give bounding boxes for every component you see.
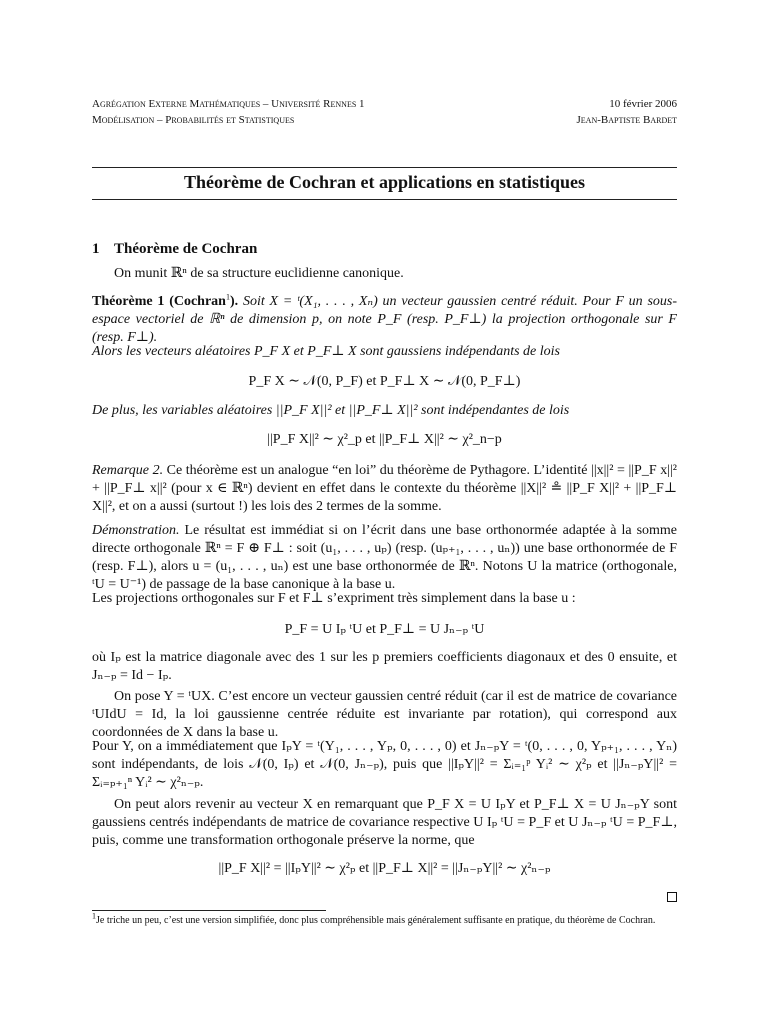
theorem-text-3: De plus, les variables aléatoires ||P_F X||² et ||P_F⊥ X||² sont indépendantes de lois [92, 403, 570, 418]
theorem-label-end: ). [229, 294, 239, 309]
remark-paragraph [92, 462, 677, 516]
header-date: 10 février 2006 [609, 98, 677, 110]
equation-1: P_F X ∼ 𝒩(0, P_F) et P_F⊥ X ∼ 𝒩(0, P_F⊥) [248, 374, 521, 389]
header-course: Modélisation – Probabilités et Statistiques [92, 114, 295, 126]
qed-box-icon [667, 892, 677, 902]
section-number: 1 [92, 241, 100, 257]
theorem-label: Théorème 1 (Cochran [92, 294, 226, 309]
proof-paragraph-4: On pose Y = ᵗUX. C’est encore un vecteur gaussien centré réduit (car il est de matrice de covariance ᵗUIdU = Id, la loi gaussienne centrée réduite est invariante par rotation), qui correspond aux coordonnées de X dans la base u. [92, 689, 677, 740]
proof-paragraph-5: Pour Y, on a immédiatement que IₚY = ᵗ(Y₁, . . . , Yₚ, 0, . . . , 0) et Jₙ₋ₚY = ᵗ(0, . . . , 0, Yₚ₊₁, . . . , Yₙ) sont indépendants, de lois 𝒩(0, Iₚ) et 𝒩(0, Jₙ₋ₚ), puis que ||IₚY||² = Σᵢ₌₁ᵖ Yᵢ² ∼ χ²ₚ et ||Jₙ₋ₚY||² = Σᵢ₌ₚ₊₁ⁿ Yᵢ² ∼ χ²ₙ₋ₚ. [92, 739, 677, 790]
title-top-rule [92, 167, 677, 168]
proof-label: Démonstration. [92, 523, 180, 538]
proof-paragraph-1 [92, 522, 677, 594]
title-bottom-rule [92, 199, 677, 200]
remark-text: Ce théorème est un analogue “en loi” du théorème de Pythagore. L’identité ||x||² = ||P_F x||² + ||P_F⊥ x||² (pour x ∈ ℝⁿ) devient en effet dans le contexte du théorème ||X||² ≗ ||P_F X||² + ||P_F⊥ X||², et on a aussi (surtout !) les lois des 2 termes de la somme. [92, 463, 677, 514]
proof-text-1: Le résultat est immédiat si on l’écrit dans une base orthonormée adaptée à la somme directe orthogonale ℝⁿ = F ⊕ F⊥ : soit (u₁, . . . , uₚ) (resp. (uₚ₊₁, . . . , uₙ)) une base orthonormée de F (resp. F⊥), alors u = (u₁, . . . , uₙ) est une base orthonormée de ℝⁿ. Notons U la matrice (orthogonale, ᵗU = U⁻¹) de passage de la base canonique à la base u. [92, 523, 678, 592]
footnote [92, 911, 677, 928]
proof-paragraph-6: On peut alors revenir au vecteur X en remarquant que P_F X = U IₚY et P_F⊥ X = U Jₙ₋ₚY sont gaussiens centrés indépendants de matrice de covariance respective U Iₚ ᵗU = P_F et U Jₙ₋ₚ ᵗU = P_F⊥, puis, comme une transformation orthogonale préserve la norme, que [92, 797, 677, 848]
proof-paragraph-2: Les projections orthogonales sur F et F⊥ s’expriment très simplement dans la base u : [92, 591, 576, 606]
header-institution: Agrégation Externe Mathématiques – Université Rennes 1 [92, 98, 365, 110]
section-title: Théorème de Cochran [114, 241, 258, 257]
equation-3: P_F = U Iₚ ᵗU et P_F⊥ = U Jₙ₋ₚ ᵗU [284, 622, 485, 637]
equation-4: ||P_F X||² = ||IₚY||² ∼ χ²ₚ et ||P_F⊥ X||² = ||Jₙ₋ₚY||² ∼ χ²ₙ₋ₚ [218, 861, 551, 876]
section-heading [92, 241, 257, 258]
remark-label: Remarque 2. [92, 463, 164, 478]
theorem-text: Soit X = ᵗ(X₁, . . . , Xₙ) un vecteur gaussien centré réduit. Pour F un sous-espace vectoriel de ℝⁿ de dimension p, on note P_F (resp. P_F⊥) la projection orthogonale sur F (resp. F⊥). [92, 294, 678, 345]
footnote-mark: 1 [92, 911, 96, 921]
equation-2: ||P_F X||² ∼ χ²_p et ||P_F⊥ X||² ∼ χ²_n−p [267, 432, 502, 447]
footnote-rule [92, 910, 326, 911]
intro-paragraph: On munit ℝⁿ de sa structure euclidienne canonique. [114, 266, 404, 281]
theorem-text-2: Alors les vecteurs aléatoires P_F X et P_F⊥ X sont gaussiens indépendants de lois [92, 344, 560, 359]
footnote-text: Je triche un peu, c’est une version simplifiée, donc plus compréhensible mais généralement suffisante en pratique, du théorème de Cochran. [96, 915, 656, 926]
document-title: Théorème de Cochran et applications en statistiques [184, 172, 585, 192]
footnote-ref-1[interactable]: 1 [225, 292, 230, 302]
proof-paragraph-3: où Iₚ est la matrice diagonale avec des 1 sur les p premiers coefficients diagonaux et des 0 ensuite, et Jₙ₋ₚ = Id − Iₚ. [92, 650, 677, 683]
header-author: Jean-Baptiste Bardet [576, 114, 677, 126]
theorem-statement [92, 293, 677, 347]
